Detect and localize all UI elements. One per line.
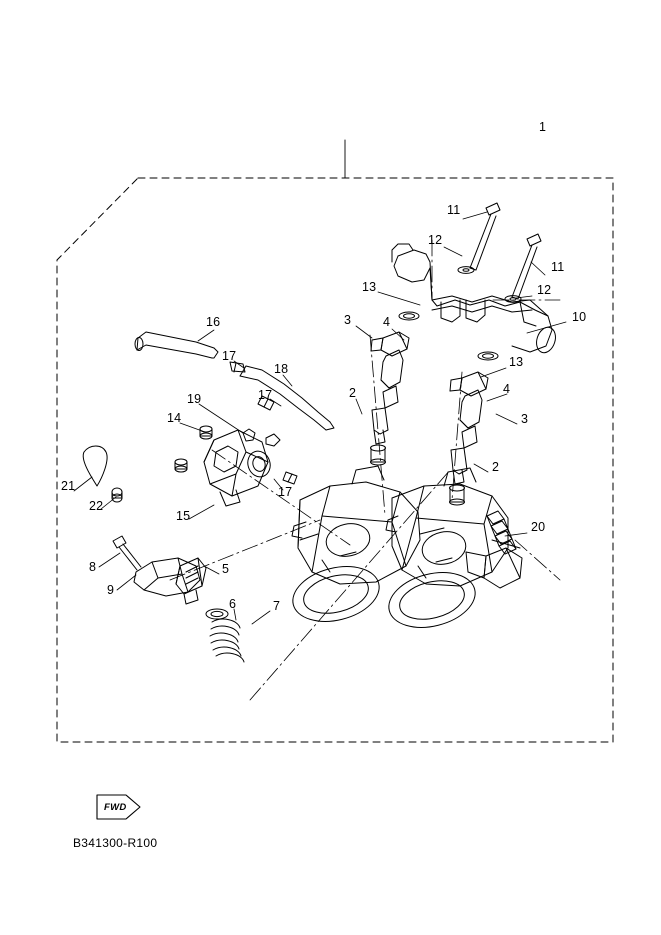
callout-1: 1: [539, 120, 547, 134]
callout-7: 7: [273, 599, 281, 613]
assembly-boundary: [57, 178, 613, 742]
callout-9: 9: [107, 583, 115, 597]
callout-21: 21: [61, 479, 76, 493]
callout-17b: 17: [258, 388, 273, 402]
callout-8: 8: [89, 560, 97, 574]
figure-part-code: B341300-R100: [73, 836, 158, 850]
callout-13a: 13: [362, 280, 377, 294]
callout-13b: 13: [509, 355, 524, 369]
callout-22: 22: [89, 499, 104, 513]
callout-3a: 3: [344, 313, 352, 327]
callout-12a: 12: [428, 233, 443, 247]
callout-17a: 17: [222, 349, 237, 363]
callout-2a: 2: [349, 386, 357, 400]
callout-14: 14: [167, 411, 182, 425]
callout-15: 15: [176, 509, 191, 523]
callout-12b: 12: [537, 283, 552, 297]
callout-19: 19: [187, 392, 202, 406]
callout-11b: 11: [551, 260, 565, 274]
callout-5: 5: [222, 562, 230, 576]
callout-3b: 3: [521, 412, 529, 426]
callout-10: 10: [572, 310, 587, 324]
callout-11a: 11: [447, 203, 461, 217]
callout-18: 18: [274, 362, 289, 376]
callout-2b: 2: [492, 460, 500, 474]
callout-16: 16: [206, 315, 221, 329]
callout-17c: 17: [278, 485, 293, 499]
callout-6: 6: [229, 597, 237, 611]
callout-4b: 4: [503, 382, 511, 396]
callout-20: 20: [531, 520, 546, 534]
fwd-arrow-label: FWD: [104, 802, 127, 813]
callout-4a: 4: [383, 315, 391, 329]
